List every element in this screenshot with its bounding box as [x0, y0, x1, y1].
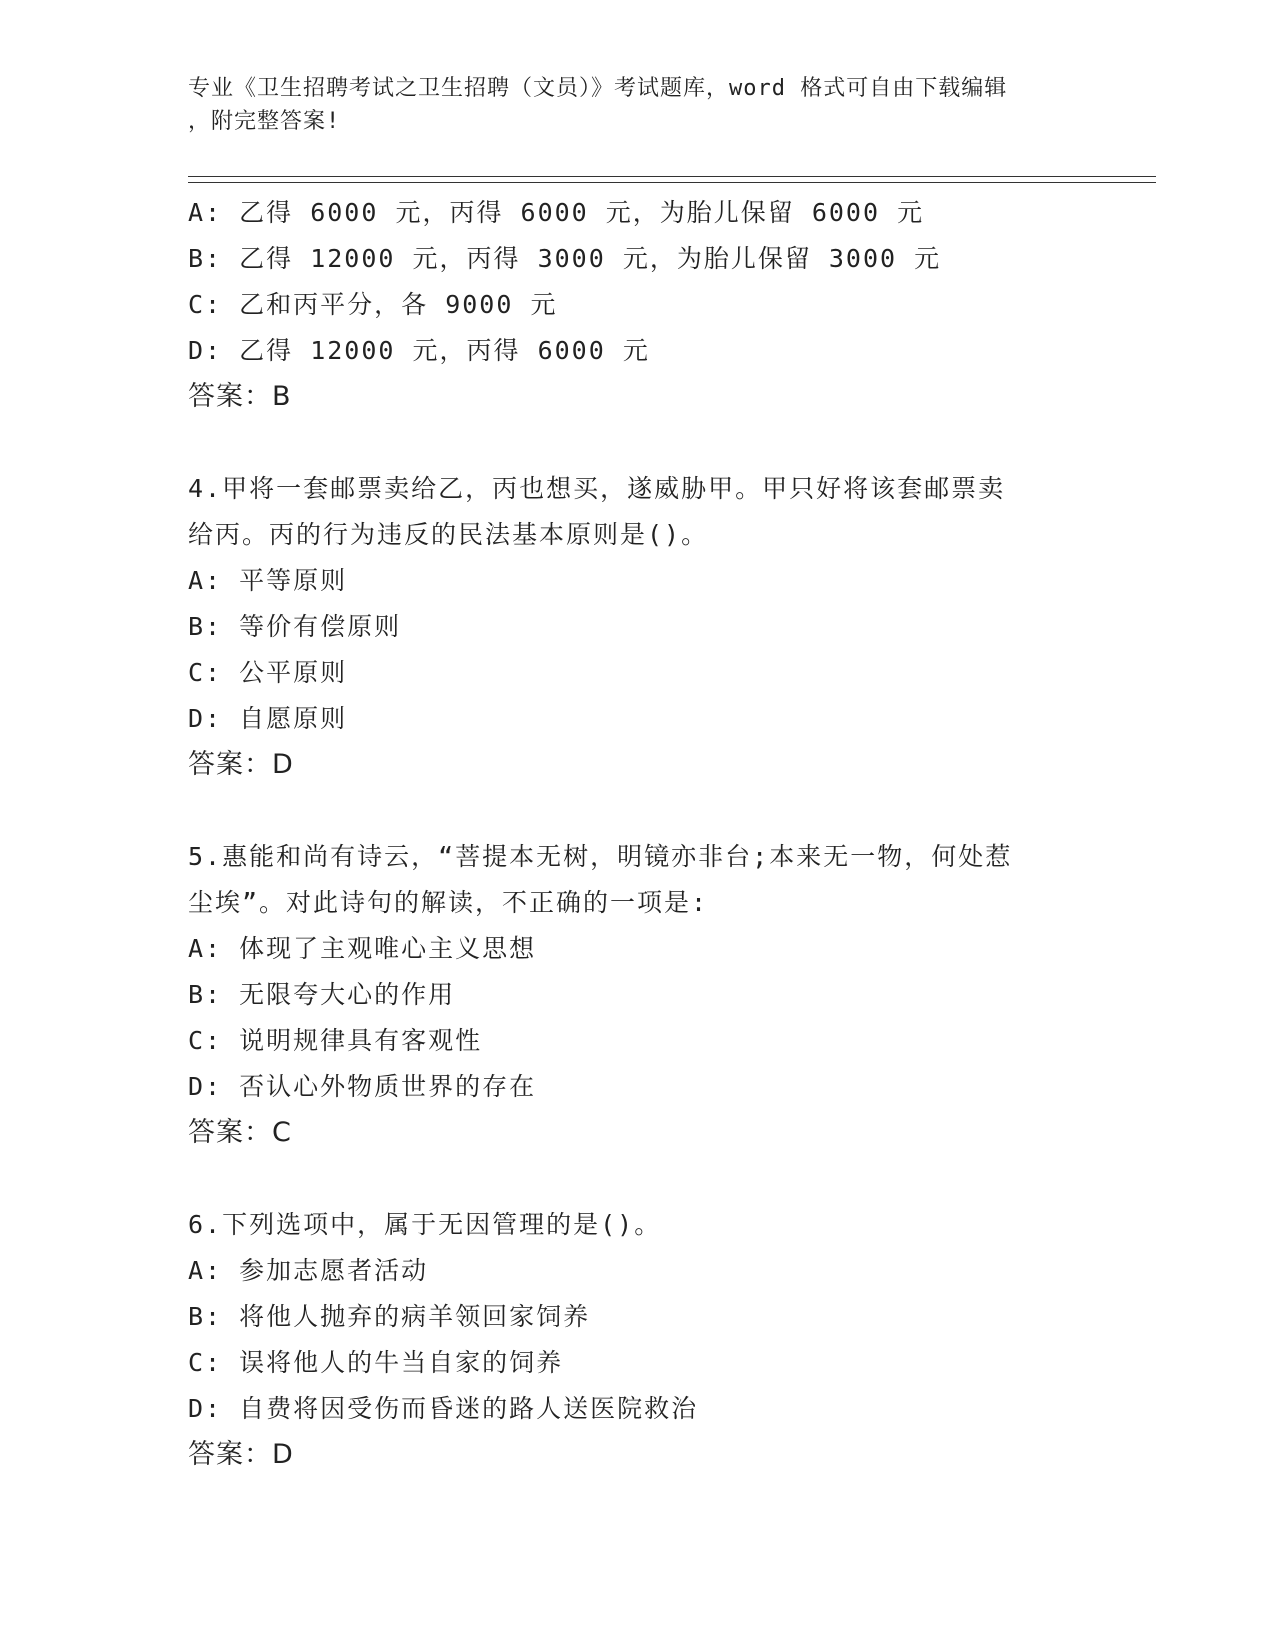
- question-4-answer: 答案：D: [188, 749, 294, 780]
- question-6-option-d: D: 自费将因受伤而昏迷的路人送医院救治: [188, 1394, 699, 1423]
- question-6-stem-line-1: 6.下列选项中，属于无因管理的是()。: [188, 1210, 662, 1239]
- question-4: [188, 466, 1088, 788]
- question-5-answer: 答案：C: [188, 1117, 292, 1148]
- question-3-option-c: C: 乙和丙平分，各 9000 元: [188, 290, 558, 319]
- question-4-option-d: D: 自愿原则: [188, 704, 348, 733]
- question-3-option-a: A: 乙得 6000 元，丙得 6000 元，为胎儿保留 6000 元: [188, 198, 925, 227]
- question-6-option-c: C: 误将他人的牛当自家的饲养: [188, 1348, 564, 1377]
- question-6: [188, 1202, 1088, 1478]
- spacer: [188, 1156, 1088, 1202]
- question-3-option-d: D: 乙得 12000 元，丙得 6000 元: [188, 336, 650, 365]
- question-5-option-b: B: 无限夸大心的作用: [188, 980, 456, 1009]
- question-3-answer: 答案：B: [188, 381, 292, 412]
- header-rule-bottom: [188, 182, 1156, 183]
- header-line-1: 专业《卫生招聘考试之卫生招聘（文员）》考试题库，word 格式可自由下载编辑: [188, 76, 1008, 101]
- question-4-stem-line-1: 4.甲将一套邮票卖给乙，丙也想买，遂威胁甲。甲只好将该套邮票卖: [188, 474, 1006, 503]
- question-5-stem-line-1: 5.惠能和尚有诗云，“菩提本无树，明镜亦非台;本来无一物，何处惹: [188, 842, 1013, 871]
- question-6-option-b: B: 将他人抛弃的病羊领回家饲养: [188, 1302, 591, 1331]
- question-list: [188, 190, 1088, 1478]
- question-6-answer: 答案：D: [188, 1439, 294, 1470]
- question-4-option-c: C: 公平原则: [188, 658, 348, 687]
- spacer: [188, 788, 1088, 834]
- question-4-stem-line-2: 给丙。丙的行为违反的民法基本原则是()。: [188, 520, 709, 549]
- question-6-option-a: A: 参加志愿者活动: [188, 1256, 429, 1285]
- question-5-option-c: C: 说明规律具有客观性: [188, 1026, 483, 1055]
- document-header: [188, 72, 1088, 138]
- question-4-option-a: A: 平等原则: [188, 566, 348, 595]
- question-3-option-b: B: 乙得 12000 元，丙得 3000 元，为胎儿保留 3000 元: [188, 244, 942, 273]
- question-5: [188, 834, 1088, 1156]
- question-5-option-d: D: 否认心外物质世界的存在: [188, 1072, 537, 1101]
- spacer: [188, 420, 1088, 466]
- header-rule-top: [188, 176, 1156, 177]
- question-5-option-a: A: 体现了主观唯心主义思想: [188, 934, 537, 963]
- question-4-option-b: B: 等价有偿原则: [188, 612, 402, 641]
- header-line-2: ，附完整答案!: [188, 109, 341, 134]
- question-3: [188, 190, 1088, 420]
- question-5-stem-line-2: 尘埃”。对此诗句的解读，不正确的一项是:: [188, 888, 709, 917]
